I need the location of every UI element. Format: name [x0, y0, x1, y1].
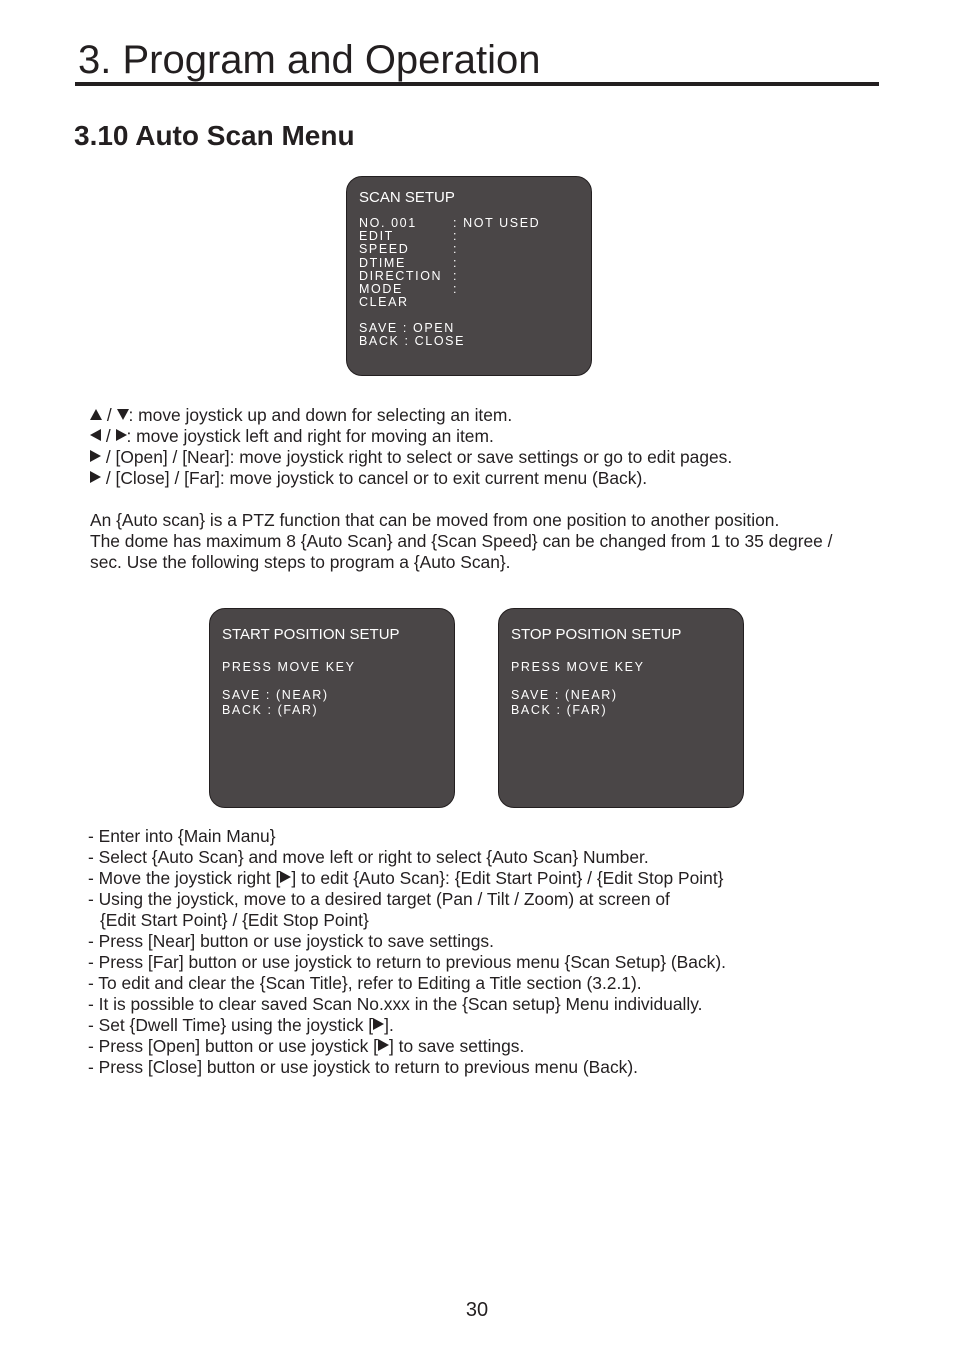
- scan-row-label: CLEAR: [359, 295, 409, 310]
- section-title: 3.10 Auto Scan Menu: [74, 120, 355, 151]
- start-position-screen: [209, 608, 455, 808]
- step-item: - Press [Near] button or use joystick to save settings.: [88, 931, 494, 951]
- stop-press-move-key: PRESS MOVE KEY: [511, 660, 645, 674]
- triangle-right-icon: [373, 1018, 384, 1030]
- scan-row-value: :: [453, 255, 459, 270]
- scan-row-label: SPEED: [359, 242, 410, 257]
- triangle-right-icon: [90, 471, 101, 483]
- triangle-right-icon: [280, 871, 291, 883]
- stop-save-hint: SAVE : (NEAR): [511, 688, 618, 702]
- control-left-right-text: : move joystick left and right for moving an item.: [126, 426, 494, 446]
- scan-row-value: :: [453, 229, 459, 244]
- step-item: - Select {Auto Scan} and move left or right to select {Auto Scan} Number.: [88, 847, 649, 867]
- intro-line: An {Auto scan} is a PTZ function that can be moved from one position to another position.: [90, 510, 780, 530]
- start-position-title: START POSITION SETUP: [222, 626, 400, 643]
- triangle-left-icon: [90, 429, 101, 441]
- step-item: [88, 1036, 524, 1057]
- chapter-rule: [75, 82, 879, 86]
- triangle-right-icon: [378, 1039, 389, 1051]
- start-save-hint: SAVE : (NEAR): [222, 688, 329, 702]
- step-text: - Press [Open] button or use joystick [: [88, 1036, 378, 1056]
- intro-line: The dome has maximum 8 {Auto Scan} and {Scan Speed} can be changed from 1 to 35 degree /: [90, 531, 833, 551]
- start-press-move-key: PRESS MOVE KEY: [222, 660, 356, 674]
- triangle-up-icon: [90, 409, 102, 420]
- scan-row-label: DIRECTION: [359, 268, 443, 283]
- step-item: - Press [Far] button or use joystick to return to previous menu {Scan Setup} (Back).: [88, 952, 726, 972]
- scan-row-label: MODE: [359, 282, 403, 296]
- control-up-down: / : move joystick up and down for selecting an item.: [90, 405, 512, 426]
- scan-row-label: EDIT: [359, 229, 394, 244]
- step-item: [88, 868, 724, 889]
- step-item: [88, 1015, 394, 1036]
- stop-position-screen: [498, 608, 744, 808]
- triangle-right-icon: [90, 450, 101, 462]
- control-open-near: [90, 447, 732, 468]
- triangle-right-icon: [116, 429, 127, 441]
- scan-back-hint: BACK : CLOSE: [359, 334, 466, 349]
- scan-save-hint: SAVE : OPEN: [359, 321, 455, 335]
- intro-line: sec. Use the following steps to program a {Auto Scan}.: [90, 552, 511, 572]
- scan-row-clear: [359, 296, 409, 309]
- step-text: ].: [384, 1015, 394, 1035]
- control-open-near-text: / [Open] / [Near]: move joystick right to select or save settings or go to edit pages.: [105, 447, 733, 467]
- step-item: - Enter into {Main Manu}: [88, 826, 276, 846]
- step-item: - Using the joystick, move to a desired target (Pan / Tilt / Zoom) at screen of: [88, 889, 670, 909]
- step-text: ] to edit {Auto Scan}: {Edit Start Point} / {Edit Stop Point}: [291, 868, 724, 888]
- step-text: - Move the joystick right [: [88, 868, 281, 888]
- step-item-continued: {Edit Start Point} / {Edit Stop Point}: [100, 910, 369, 930]
- step-item: - Press [Close] button or use joystick to return to previous menu (Back).: [88, 1057, 638, 1077]
- stop-position-title: STOP POSITION SETUP: [511, 626, 682, 643]
- scan-row-value: : NOT USED: [453, 216, 541, 230]
- control-close-far-text: / [Close] / [Far]: move joystick to cancel or to exit current menu (Back).: [105, 468, 648, 488]
- triangle-down-icon: [117, 409, 129, 420]
- control-close-far: [90, 468, 647, 489]
- control-left-right: / : move joystick left and right for moving an item.: [90, 426, 494, 447]
- step-text: ] to save settings.: [388, 1036, 525, 1056]
- scan-setup-title: SCAN SETUP: [359, 189, 455, 206]
- scan-setup-screen: [346, 176, 592, 376]
- step-item: - To edit and clear the {Scan Title}, refer to Editing a Title section (3.2.1).: [88, 973, 642, 993]
- start-back-hint: BACK : (FAR): [222, 703, 319, 717]
- scan-row-value: :: [453, 242, 459, 257]
- control-up-down-text: : move joystick up and down for selecting an item.: [128, 405, 513, 425]
- page-number: 30: [465, 1299, 489, 1321]
- step-item: - It is possible to clear saved Scan No.xxx in the {Scan setup} Menu individually.: [88, 994, 703, 1014]
- chapter-title: 3. Program and Operation: [78, 38, 541, 82]
- step-text: - Set {Dwell Time} using the joystick [: [88, 1015, 374, 1035]
- scan-row-label: NO. 001: [359, 216, 417, 230]
- scan-row-label: DTIME: [359, 255, 406, 270]
- scan-row-value: :: [453, 282, 459, 296]
- stop-back-hint: BACK : (FAR): [511, 703, 608, 717]
- scan-row-value: :: [453, 268, 459, 283]
